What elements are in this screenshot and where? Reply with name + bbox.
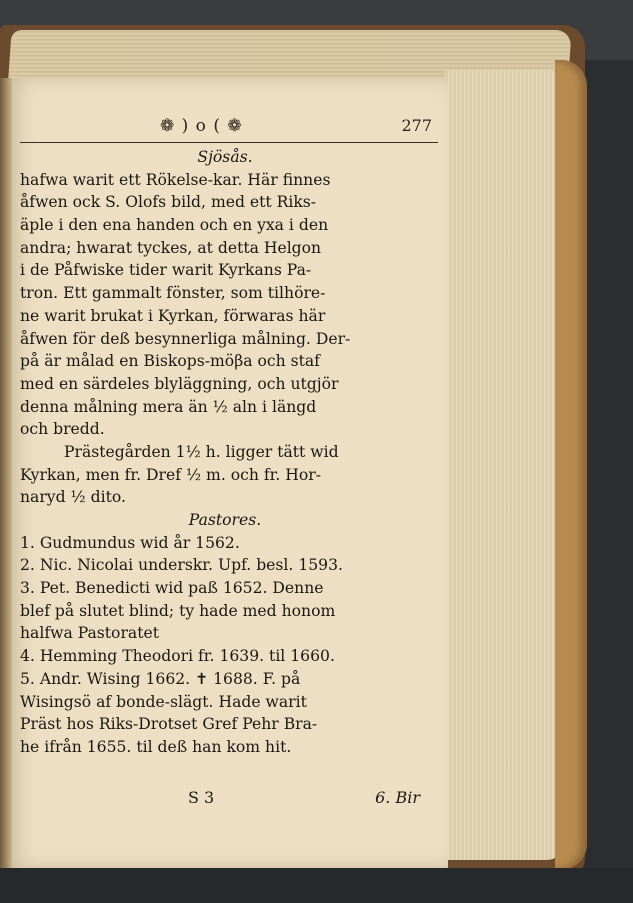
catchword: 6. Bir [375,788,420,807]
page-gutter [0,78,12,868]
bottom-background [0,868,633,903]
page-header [20,112,438,143]
list-item: 3. Pet. Benedicti wid paß 1652. Denne [20,579,324,598]
list-item: 5. Andr. Wising 1662. ✝ 1688. F. på [20,669,301,688]
text-line: hafwa warit ett Rökelse-kar. Här finnes [20,170,331,189]
text-line: och bredd. [20,420,105,439]
text-line: på är målad en Biskops-möβa och staf [20,352,320,371]
text-line: Prästegården 1½ h. ligger tätt wid [64,442,339,461]
text-line: naryd ½ dito. [20,488,126,507]
text-line: med en särdeles blyläggning, och utgjör [20,374,339,393]
text-line: tron. Ett gammalt fönster, som tilhöre- [20,284,326,303]
page-number: 277 [401,116,432,135]
text-line: åfwen för deß besynnerliga målning. Der- [20,329,351,348]
pastores-heading: Pastores. [188,511,262,529]
text-line: i de Påfwiske tider warit Kyrkans Pa- [20,261,312,280]
page-body [20,146,430,759]
text-line: Präst hos Riks-Drotset Gref Pehr Bra- [20,715,318,734]
page-stack-edges [445,70,565,860]
list-item: 4. Hemming Theodori fr. 1639. til 1660. [20,647,335,666]
text-line: blef på slutet blind; ty hade med honom [20,601,336,620]
text-line: Kyrkan, men fr. Dref ½ m. och fr. Hor- [20,465,322,484]
text-line: ne warit brukat i Kyrkan, förwaras här [20,306,326,325]
list-item: 1. Gudmundus wid år 1562. [20,533,240,552]
text-line: andra; hwarat tyckes, at detta Helgon [20,238,322,257]
section-heading: Sjösås. [197,148,253,166]
text-line: åfwen ock S. Olofs bild, med ett Riks- [20,193,317,212]
list-item: 2. Nic. Nicolai underskr. Upf. besl. 1593. [20,556,343,575]
cover-edge [555,60,587,870]
page-footer [20,788,420,814]
text-line: Wisingsö af bonde-slägt. Hade warit [20,692,307,711]
text-line: äple i den ena handen och en yxa i den [20,216,329,235]
text-line: denna målning mera än ½ aln i längd [20,397,317,416]
header-ornament: ❁ ) o ( ❁ [160,116,243,136]
text-line: he ifrån 1655. til deß han kom hit. [20,737,292,756]
signature-mark: S 3 [188,788,215,807]
text-line: halfwa Pastoratet [20,624,159,643]
